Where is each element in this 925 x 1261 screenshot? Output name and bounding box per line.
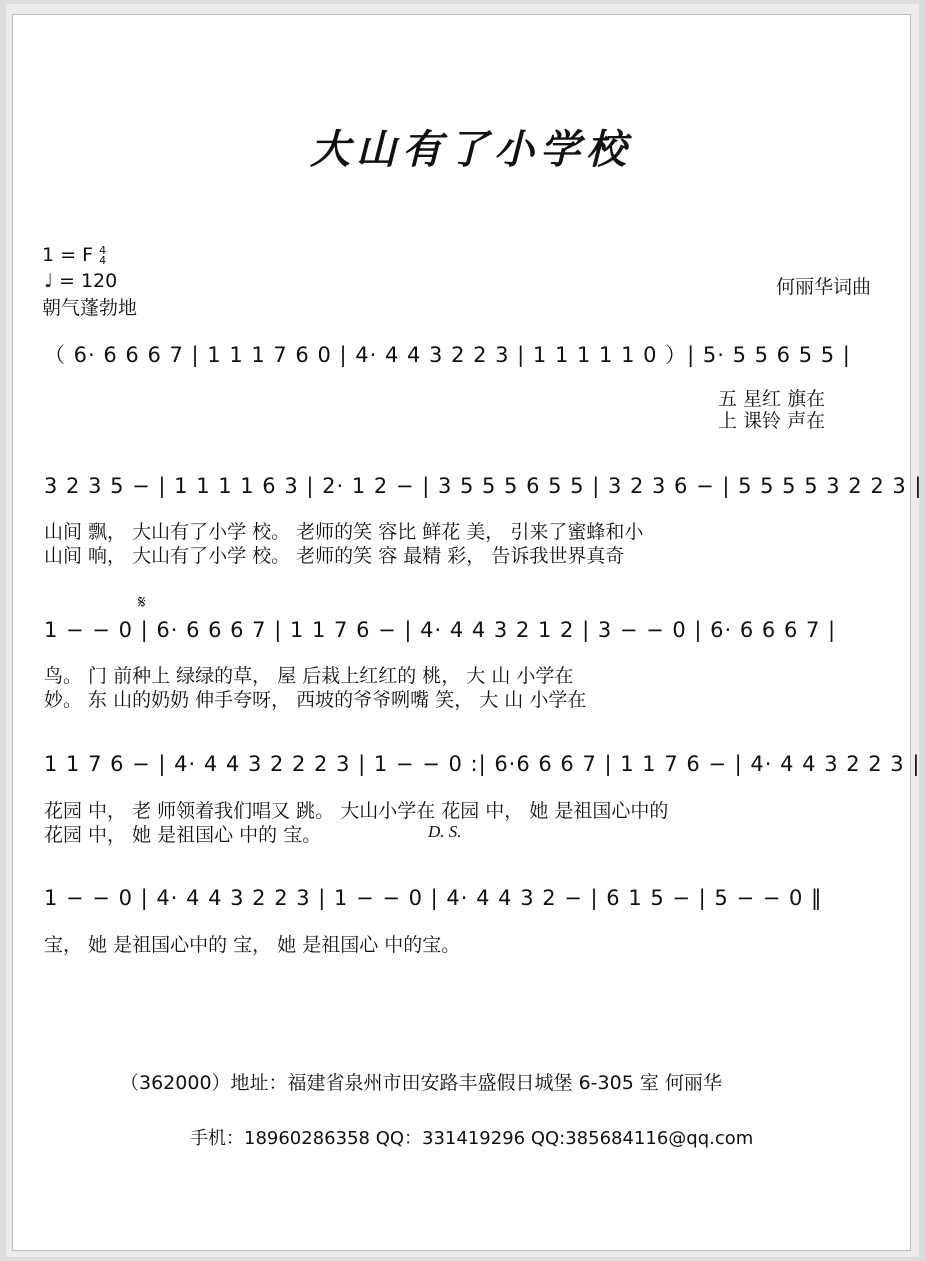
- notation-line-5: 1 − − 0 | 4· 4 4 3 2 2 3 | 1 − − 0 | 4· 4 4 3 2 − | 6 1 5 − | 5 − − 0 ‖: [44, 886, 823, 910]
- lyrics-line-3-verse-2: 妙。 东 山的奶奶 伸手夸呀， 西坡的爷爷咧嘴 笑， 大 山 小学在: [44, 689, 587, 711]
- tempo-marking: ♩ = 120: [44, 270, 118, 292]
- notation-line-4: 1 1 7 6 − | 4· 4 4 3 2 2 2 3 | 1 − − 0 :| 6·6 6 6 7 | 1 1 7 6 − | 4· 4 4 3 2 2 3 |: [44, 752, 921, 776]
- lyrics-line-2-verse-2: 山间 响， 大山有了小学 校。 老师的笑 容 最精 彩， 告诉我世界真奇: [44, 545, 625, 567]
- song-title: 大山有了小学校: [310, 126, 632, 173]
- lyrics-line-3-verse-1: 鸟。 门 前种上 绿绿的草， 屋 后栽上红红的 桃， 大 山 小学在: [44, 665, 574, 687]
- time-signature-bottom: 4: [99, 253, 107, 267]
- notation-line-3: 1 − − 0 | 6· 6 6 6 7 | 1 1 7 6 − | 4· 4 4 3 2 1 2 | 3 − − 0 | 6· 6 6 6 7 |: [44, 618, 837, 642]
- notation-line-1: （ 6· 6 6 6 7 | 1 1 1 7 6 0 | 4· 4 4 3 2 2 3 | 1 1 1 1 1 0 ）| 5· 5 5 6 5 5 |: [44, 343, 851, 367]
- key-signature: 1 = F 4 4: [42, 243, 107, 267]
- expression-marking: 朝气蓬勃地: [42, 297, 138, 319]
- footer-contact: 手机：18960286358 QQ：331419296 QQ:385684116@qq.com: [190, 1128, 754, 1149]
- lyrics-line-1-verse-1: 五 星红 旗在: [718, 388, 826, 410]
- lyrics-line-2-verse-1: 山间 飘， 大山有了小学 校。 老师的笑 容比 鲜花 美， 引来了蜜蜂和小: [44, 521, 644, 543]
- lyrics-line-4-verse-2: 花园 中， 她 是祖国心 中的 宝。: [44, 824, 322, 846]
- lyrics-line-1-verse-2: 上 课铃 声在: [718, 410, 826, 432]
- composer-credit: 何丽华词曲: [776, 276, 872, 298]
- dal-segno-marking: D. S.: [428, 822, 462, 841]
- time-signature-top: 4: [99, 243, 107, 257]
- footer-address: （362000）地址：福建省泉州市田安路丰盛假日城堡 6-305 室 何丽华: [120, 1072, 722, 1094]
- notation-line-2: 3 2 3 5 − | 1 1 1 1 6 3 | 2· 1 2 − | 3 5 5 5 6 5 5 | 3 2 3 6 − | 5 5 5 5 3 2 2 3 |: [44, 474, 923, 498]
- lyrics-line-4-verse-1: 花园 中， 老 师领着我们唱又 跳。 大山小学在 花园 中， 她 是祖国心中的: [44, 800, 669, 822]
- lyrics-line-5: 宝， 她 是祖国心中的 宝， 她 是祖国心 中的宝。: [44, 934, 461, 956]
- segno-sign: 𝄋: [138, 592, 146, 613]
